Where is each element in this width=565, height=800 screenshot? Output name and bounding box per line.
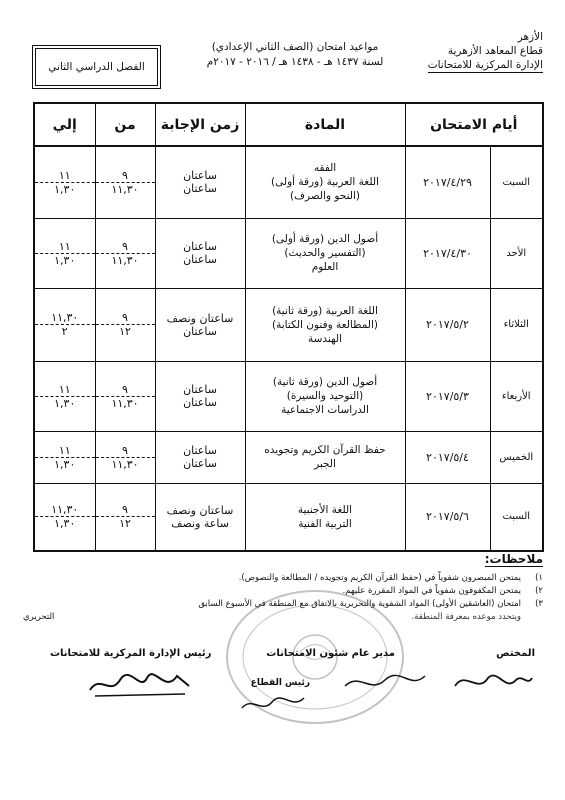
header-days: أيام الامتحان — [405, 103, 543, 146]
table-row — [34, 361, 543, 431]
from-value: ٩ — [122, 168, 128, 182]
subject-line: (التفسير والحديث) — [284, 247, 366, 259]
duration-value: ساعتان — [183, 169, 217, 183]
to-value: ٢ — [35, 324, 95, 338]
date-cell: ٢٠١٧/٤/٣٠ — [405, 218, 490, 288]
subject-line: الجبر — [314, 458, 336, 470]
from-cell — [95, 218, 155, 288]
date-cell: ٢٠١٧/٥/٢ — [405, 288, 490, 361]
day-cell: الأربعاء — [490, 361, 543, 431]
handwritten-signature-right-icon — [450, 664, 535, 698]
duration-value: ساعتان — [183, 240, 217, 253]
subject-line: اللغة العربية (ورقة أولى) — [271, 176, 379, 189]
note-text: ويتحدد موعده بمعرفة المنطقة. — [411, 612, 521, 622]
table-row — [34, 431, 543, 483]
duration-cell — [155, 146, 245, 218]
from-cell — [95, 361, 155, 431]
subject-line: اللغة الأجنبية — [297, 503, 353, 516]
subject-cell — [245, 288, 405, 361]
subject-cell — [245, 361, 405, 431]
duration-cell — [155, 483, 245, 551]
from-value: ٩ — [122, 239, 128, 253]
note-text: يمتحن المكفوفون شفوياً في المواد المقررة عليهم. — [342, 586, 521, 596]
duration-cell — [155, 361, 245, 431]
date-cell: ٢٠١٧/٥/٣ — [405, 361, 490, 431]
note-side-word: التحريري — [23, 612, 55, 622]
from-cell — [95, 288, 155, 361]
from-cell — [95, 483, 155, 551]
table-header-row — [34, 103, 543, 146]
to-value: ١١,٣٠ — [51, 311, 79, 324]
subject-line: الدراسات الاجتماعية — [281, 404, 369, 416]
subject-cell — [245, 483, 405, 551]
signature-central-head: رئيس الإدارة المركزية للامتحانات — [50, 648, 212, 659]
to-value: ١١ — [58, 239, 71, 253]
subject-cell — [245, 431, 405, 483]
signature-exams-director: مدير عام شئون الامتحانات — [266, 648, 395, 659]
duration-value: ساعتان ونصف — [166, 311, 234, 325]
subject-line: الهندسة — [307, 332, 343, 345]
to-cell — [34, 483, 95, 551]
subject-line: التربية الفنية — [298, 517, 352, 530]
from-value: ١٢ — [96, 516, 155, 530]
duration-value: ساعتان — [183, 383, 217, 396]
note-number: ٢) — [535, 586, 543, 596]
subject-line: (التوحيد والسيرة) — [286, 390, 364, 402]
schedule-title-line-2: لسنة ١٤٣٧ هـ - ١٤٣٨ هـ / ٢٠١٦ - ٢٠١٧م — [206, 56, 384, 68]
handwritten-signature-sector-icon — [238, 692, 308, 716]
table-row — [34, 218, 543, 288]
from-value: ٩ — [122, 382, 128, 396]
day-cell: السبت — [490, 483, 543, 551]
day-cell: الثلاثاء — [490, 288, 543, 361]
duration-value: ساعتان ونصف — [166, 503, 234, 517]
note-text: يمتحن المبصرون شفوياً في (حفظ القرآن الكريم وتجويده / المطالعة والنصوص). — [238, 573, 521, 583]
signature-specialist: المختص — [496, 648, 535, 659]
header-from: من — [95, 103, 155, 146]
notes-title: ملاحظات: — [484, 552, 543, 566]
schedule-title-line-1: مواعيد امتحان (الصف الثاني الإعدادي) — [211, 41, 379, 53]
duration-value: ساعة ونصف — [171, 516, 229, 530]
note-number: ٣) — [535, 599, 543, 609]
subject-line: (النحو والصرف) — [290, 190, 360, 203]
day-cell: الخميس — [490, 431, 543, 483]
note-number: ١) — [535, 573, 543, 583]
to-value: ١١,٣٠ — [51, 503, 79, 517]
to-value: ١,٣٠ — [35, 516, 95, 530]
subject-line: أصول الدين (ورقة أولى) — [271, 233, 379, 245]
schedule-title — [195, 40, 395, 70]
from-value: ٩ — [122, 311, 128, 324]
header-to: إلي — [34, 103, 95, 146]
institution-header — [423, 30, 543, 73]
day-cell: السبت — [490, 146, 543, 218]
subject-cell — [245, 146, 405, 218]
institution-line-3: الإدارة المركزية للامتحانات — [427, 59, 543, 71]
from-value: ٩ — [122, 503, 128, 517]
day-cell: الأحد — [490, 218, 543, 288]
from-value: ١١,٣٠ — [96, 457, 155, 471]
table-row — [34, 146, 543, 218]
subject-line: اللغة العربية (ورقة ثانية) — [272, 304, 378, 317]
handwritten-signature-middle-icon — [340, 668, 430, 698]
duration-cell — [155, 288, 245, 361]
from-value: ٩ — [122, 443, 128, 457]
from-value: ١٢ — [96, 324, 155, 338]
header-duration: زمن الإجابة — [155, 103, 245, 146]
from-cell — [95, 146, 155, 218]
institution-line-2: قطاع المعاهد الأزهرية — [447, 45, 543, 57]
from-value: ١١,٣٠ — [96, 182, 155, 196]
date-cell: ٢٠١٧/٥/٦ — [405, 483, 490, 551]
to-value: ١,٣٠ — [35, 457, 95, 471]
duration-value: ساعتان — [183, 253, 217, 266]
duration-value: ساعتان — [183, 324, 217, 338]
duration-cell — [155, 218, 245, 288]
to-cell — [34, 288, 95, 361]
to-cell — [34, 361, 95, 431]
subject-cell — [245, 218, 405, 288]
date-cell: ٢٠١٧/٤/٢٩ — [405, 146, 490, 218]
table-row — [34, 483, 543, 551]
to-value: ١١ — [58, 382, 71, 396]
to-value: ١,٣٠ — [35, 396, 95, 410]
subject-line: العلوم — [311, 261, 339, 273]
schedule-table — [33, 102, 544, 552]
duration-value: ساعتان — [183, 182, 217, 196]
to-cell — [34, 218, 95, 288]
to-value: ١,٣٠ — [35, 182, 95, 196]
subject-line: حفظ القرآن الكريم وتجويده — [264, 444, 386, 456]
to-cell — [34, 431, 95, 483]
from-value: ١١,٣٠ — [96, 396, 155, 410]
institution-line-1: الأزهر — [517, 31, 543, 43]
to-value: ١١ — [58, 443, 71, 457]
table-row — [34, 288, 543, 361]
duration-value: ساعتان — [183, 457, 217, 470]
handwritten-signature-left-icon — [85, 666, 195, 704]
note-text: امتحان (العاشقين الأولى) المواد الشفوية والتحريرية بالاتفاق مع المنطقة في الأسبوع السابق — [198, 599, 521, 609]
to-value: ١١ — [58, 168, 71, 182]
subject-line: الفقه — [313, 162, 337, 175]
from-cell — [95, 431, 155, 483]
to-value: ١,٣٠ — [35, 253, 95, 267]
duration-cell — [155, 431, 245, 483]
duration-value: ساعتان — [183, 444, 217, 457]
signature-sector-head: رئيس القطاع — [250, 678, 310, 688]
subject-line: أصول الدين (ورقة ثانية) — [272, 376, 378, 388]
header-subject: المادة — [245, 103, 405, 146]
date-cell: ٢٠١٧/٥/٤ — [405, 431, 490, 483]
subject-line: (المطالعة وفنون الكتابة) — [272, 318, 378, 331]
semester-box: الفصل الدراسي الثاني — [35, 48, 158, 86]
duration-value: ساعتان — [183, 396, 217, 409]
to-cell — [34, 146, 95, 218]
from-value: ١١,٣٠ — [96, 253, 155, 267]
